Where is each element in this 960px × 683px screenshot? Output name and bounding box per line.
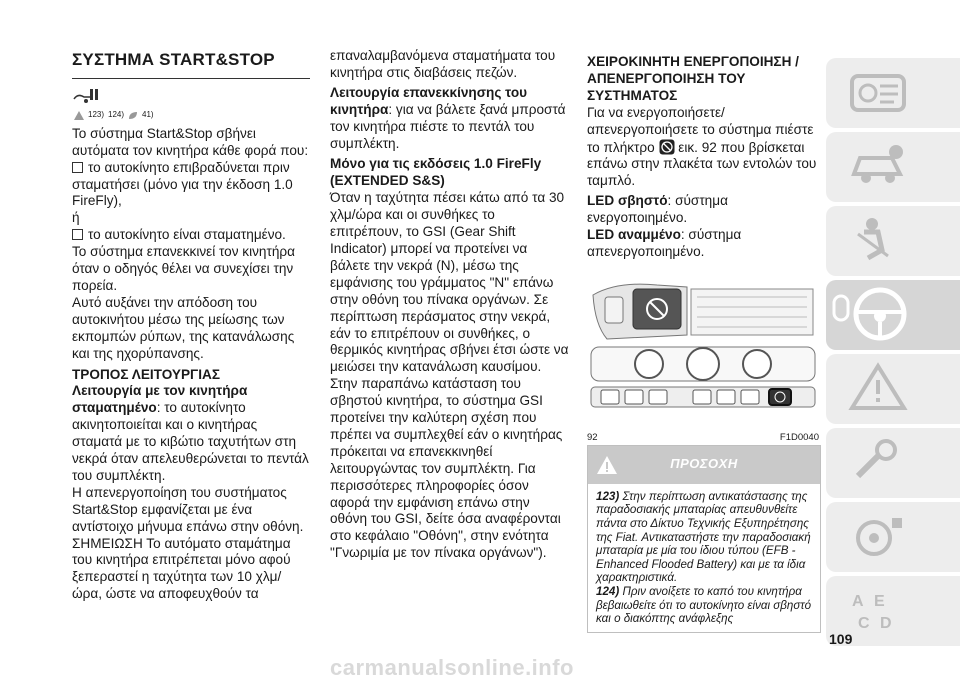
restart-heading: Λειτουργία επανεκκίνησης του κινητήρα [330, 84, 528, 117]
checkbox-icon [72, 229, 83, 240]
checkbox-icon [72, 162, 83, 173]
tab-maintenance[interactable] [826, 428, 960, 498]
operation-heading: ΤΡΟΠΟΣ ΛΕΙΤΟΥΡΓΙΑΣ [72, 366, 220, 382]
manual-toggle-heading: ΧΕΙΡΟΚΙΝΗΤΗ ΕΝΕΡΓΟΠΟΙΗΣΗ / ΑΠΕΝΕΡΓΟΠΟΙΗΣΗ ΤΟΥ ΣΥΣΤΗΜΑΤΟΣ [587, 54, 799, 103]
tab-dashboard[interactable] [826, 58, 960, 128]
warning-note-123 [596, 490, 812, 585]
led-off-text: : σύστημα ενεργοποιημένο. [587, 193, 728, 226]
svg-text:C: C [858, 615, 870, 632]
control-panel-illustration [587, 275, 819, 423]
engine-stop-heading: Λειτουργία με τον κινητήρα σταματημένο [72, 383, 248, 416]
watermark: carmanualsonline.info [330, 655, 574, 680]
toggle-instructions-a: Για να ενεργοποιήσετε/απενεργοποιήσετε το σύστημα πιέστε το πλήκτρο [587, 104, 814, 155]
condition-item-2-text: το αυτοκίνητο είναι σταματημένο. [88, 227, 286, 243]
led-on-text: : σύστημα απενεργοποιημένο. [587, 227, 742, 259]
led-on-label: LED αναμμένο [587, 227, 681, 243]
toggle-instructions-b: εικ. 92 που βρίσκεται επάνω στην πλακέτα των εντολών του ταμπλό. [587, 139, 817, 189]
start-stop-logo [72, 85, 310, 105]
warning-body [588, 484, 820, 632]
column-1 [72, 52, 310, 603]
condition-item-1 [72, 160, 310, 211]
leaf-icon [128, 111, 138, 120]
svg-text:D: D [880, 615, 892, 632]
engine-stop-text: : το αυτοκίνητο ακινητοποιείται και ο κινητήρας σταματά με το κιβώτιο ταχυτήτων στη νεκρά όταν απελευθερώνεται το πεντάλ του συμπλέκτη. [72, 400, 309, 483]
figure-code: F1D0040 [779, 431, 819, 443]
continuation-paragraph: επαναλαμβανόμενα σταματήματα του κινητήρα στις διαβάσεις πεζών. [330, 48, 556, 80]
reference-notes [74, 107, 310, 124]
intro-paragraph: Το σύστημα Start&Stop σβήνει αυτόματα τον κινητήρα κάθε φορά που: [72, 125, 309, 158]
start-stop-icon [72, 85, 104, 105]
restart-text: : για να βάλετε ξανά μπροστά τον κινητήρα πιέστε το πεντάλ του συμπλέκτη. [330, 101, 566, 151]
note-paragraph: ΣΗΜΕΙΩΣΗ Το αυτόματο σταμάτημα του κινητήρα επιτρέπεται μόνο αφού ξεπεραστεί η ταχύτητα των 10 χλμ/ώρα, ώστε να αποφευχθούν τα [72, 535, 291, 602]
tab-tech-data[interactable] [826, 502, 960, 572]
svg-text:E: E [874, 593, 885, 610]
led-on-line [587, 227, 819, 261]
or-text: ή [72, 210, 80, 226]
column-3 [587, 54, 819, 633]
gsi-paragraph: Όταν η ταχύτητα πέσει κάτω από τα 30 χλμ/ώρα και οι συνθήκες το επιτρέπουν, το GSI (Gear Shift Indicator) μπορεί να προτείνει να βάλετε την νεκρά (N), μέσω της εμφάνισης του γράμματος "N" επάνω στην οθόνη του πίνακα οργάνων. Σε περίπτωση περάσματος στην νεκρά, εάν το επιτρέπουν οι συνθήκες, ο θερμικός κινητήρας σβήνει έτσι ώστε να μειώσει την κατανάλωση καυσίμου. [330, 190, 569, 375]
title-rule [72, 78, 310, 79]
warning-box [587, 445, 821, 633]
tab-car-info[interactable] [826, 132, 960, 202]
note-124-text: Πριν ανοίξετε το καπό του κινητήρα βεβαιωθείτε ότι το αυτοκίνητο είναι σβηστό και ο διακόπτης ανάφλεξης [596, 585, 812, 626]
car-info-icon [848, 140, 908, 192]
note-123-text: Στην περίπτωση αντικατάστασης της παραδοσιακής μπαταρίας απευθυνθείτε πάντα στο Δίκτυο Τεχνικής Εξυπηρέτησης της Fiat. Αντικαταστήστε την παραδοσιακή μπαταρία με μία του ίδιου τύπου (EFB - Enhanced Flooded Battery) και με τα ίδια χαρακτηριστικά. [596, 489, 811, 585]
restart-section [330, 85, 570, 153]
tab-safety[interactable] [826, 206, 960, 276]
warning-triangle-icon [74, 111, 84, 120]
warning-triangle-icon [596, 455, 618, 475]
ref-124: 124) [108, 109, 125, 119]
start-stop-button-icon [659, 139, 675, 155]
restart-paragraph: Το σύστημα επανεκκινεί τον κινητήρα όταν ο οδηγός θέλει να συνεχίσει την πορεία. [72, 244, 295, 293]
column-2 [330, 48, 570, 562]
toggle-instructions [587, 105, 819, 191]
led-off-label: LED σβηστό [587, 193, 668, 209]
ref-123: 123) [88, 109, 105, 119]
led-off-line [587, 193, 819, 227]
chapter-sidebar [826, 58, 960, 650]
warning-note-124 [596, 585, 812, 626]
section-title: ΣΥΣΤΗΜΑ START&STOP [72, 50, 275, 69]
engine-stop-paragraph [72, 383, 310, 484]
ref-41: 41) [142, 109, 154, 119]
note-123-ref: 123) [596, 489, 620, 503]
gsi-restart-paragraph: Στην παραπάνω κατάσταση του σβηστού κινητήρα, το σύστημα GSI προτείνει την καλύτερη σχέση που πρέπει να συμπλεχθεί εάν ο κινητήρας πρόκειται να επανεκκινηθεί λειτουργώντας τον συμπλέκτη. Για περισσότερες πληροφορίες όσον αφορά την εμφάνιση επάνω στην οθόνη του GSI, δείτε όσα αναφέρονται στο κεφάλαιο "Οθόνη", στην ενότητα "Γνωριμία με τον πίνακα οργάνων"). [330, 376, 563, 561]
seat-safety-icon [848, 214, 908, 266]
warning-header [588, 446, 820, 484]
deactivation-paragraph: Η απενεργοποίηση του συστήματος Start&Stop εμφανίζεται με ένα αντίστοιχο μήνυμα επάνω στην οθόνη. [72, 484, 304, 534]
condition-item-2 [72, 227, 310, 244]
figure-number: 92 [587, 431, 598, 443]
firefly-heading: Μόνο για τις εκδόσεις 1.0 FireFly (EXTENDED S&S) [330, 156, 542, 189]
svg-text:A: A [852, 593, 864, 610]
warning-title: ΠΡΟΣΟΧΗ [670, 456, 738, 472]
warning-light-icon [848, 362, 908, 414]
dashboard-icon [848, 66, 908, 118]
dashboard-figure [587, 275, 819, 443]
note-124-ref: 124) [596, 585, 620, 599]
maintenance-icon [848, 436, 908, 488]
steering-wheel-icon [832, 286, 912, 342]
tab-driving[interactable] [826, 280, 960, 350]
index-icon [848, 584, 908, 636]
benefit-paragraph: Αυτό αυξάνει την απόδοση του αυτοκινήτου μέσω της μείωσης των εκπομπών ρύπων, της κατανάλωσης και της ηχορύπανσης. [72, 294, 295, 361]
tech-data-icon [848, 510, 908, 562]
page-number: 109 [829, 631, 853, 647]
tab-emergency[interactable] [826, 354, 960, 424]
condition-item-1-text: το αυτοκίνητο επιβραδύνεται πριν σταματήσει (μόνο για την έκδοση 1.0 FireFly), [72, 159, 293, 209]
figure-caption [587, 430, 819, 447]
